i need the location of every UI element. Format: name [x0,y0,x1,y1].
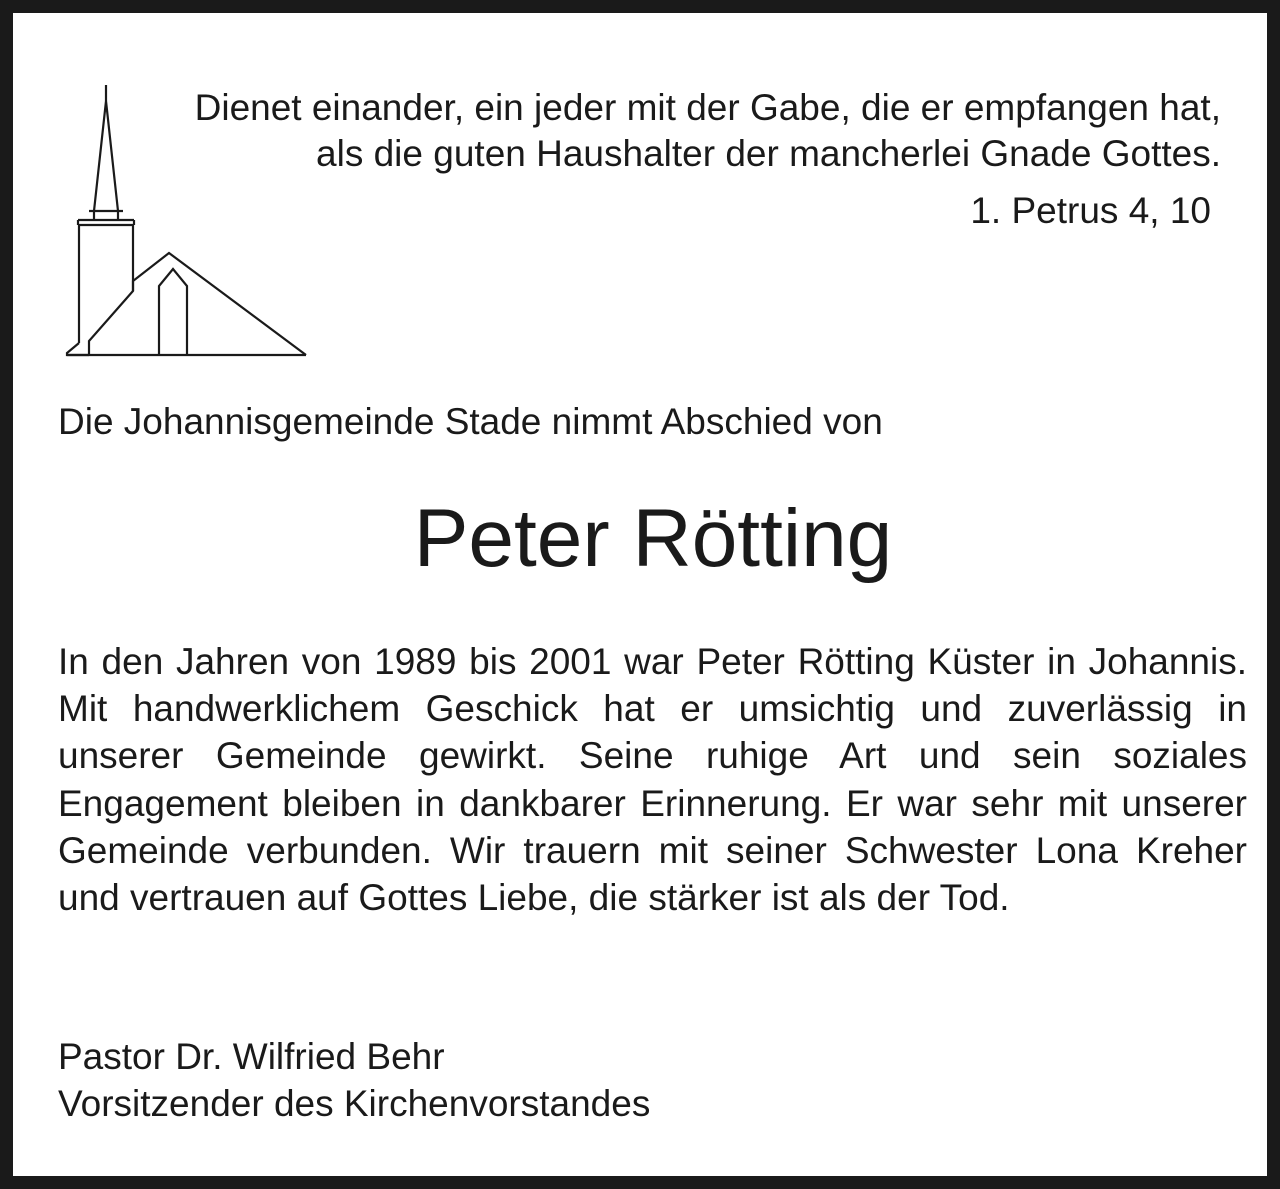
deceased-name: Peter Rötting [413,493,893,584]
signature-block [58,1033,650,1127]
intro-text: Die Johannisgemeinde Stade nimmt Abschied von [58,401,883,442]
tribute-text: In den Jahren von 1989 bis 2001 war Peter Rötting Küster in Johannis. Mit handwerklichem Geschick hat er umsichtig und zuverlässig in unserer Gemeinde gewirkt. Seine ruhige Art und sein soziales Engagement bleiben in dankbarer Erinnerung. Er war sehr mit unserer Gemeinde verbunden. Wir trauern mit seiner Schwester Lona Kreher und vertrauen auf Gottes Liebe, die stärker ist als der Tod. [58,641,1247,919]
signatory-title: Vorsitzender des Kirchenvorstandes [58,1083,651,1124]
signatory-name: Pastor Dr. Wilfried Behr [58,1036,445,1077]
bible-verse [121,85,1221,177]
verse-line-1: Dienet einander, ein jeder mit der Gabe, die er empfangen hat, [194,87,1221,128]
verse-line-2: als die guten Haushalter der mancherlei Gnade Gottes. [316,133,1221,174]
verse-reference: 1. Petrus 4, 10 [970,190,1211,231]
